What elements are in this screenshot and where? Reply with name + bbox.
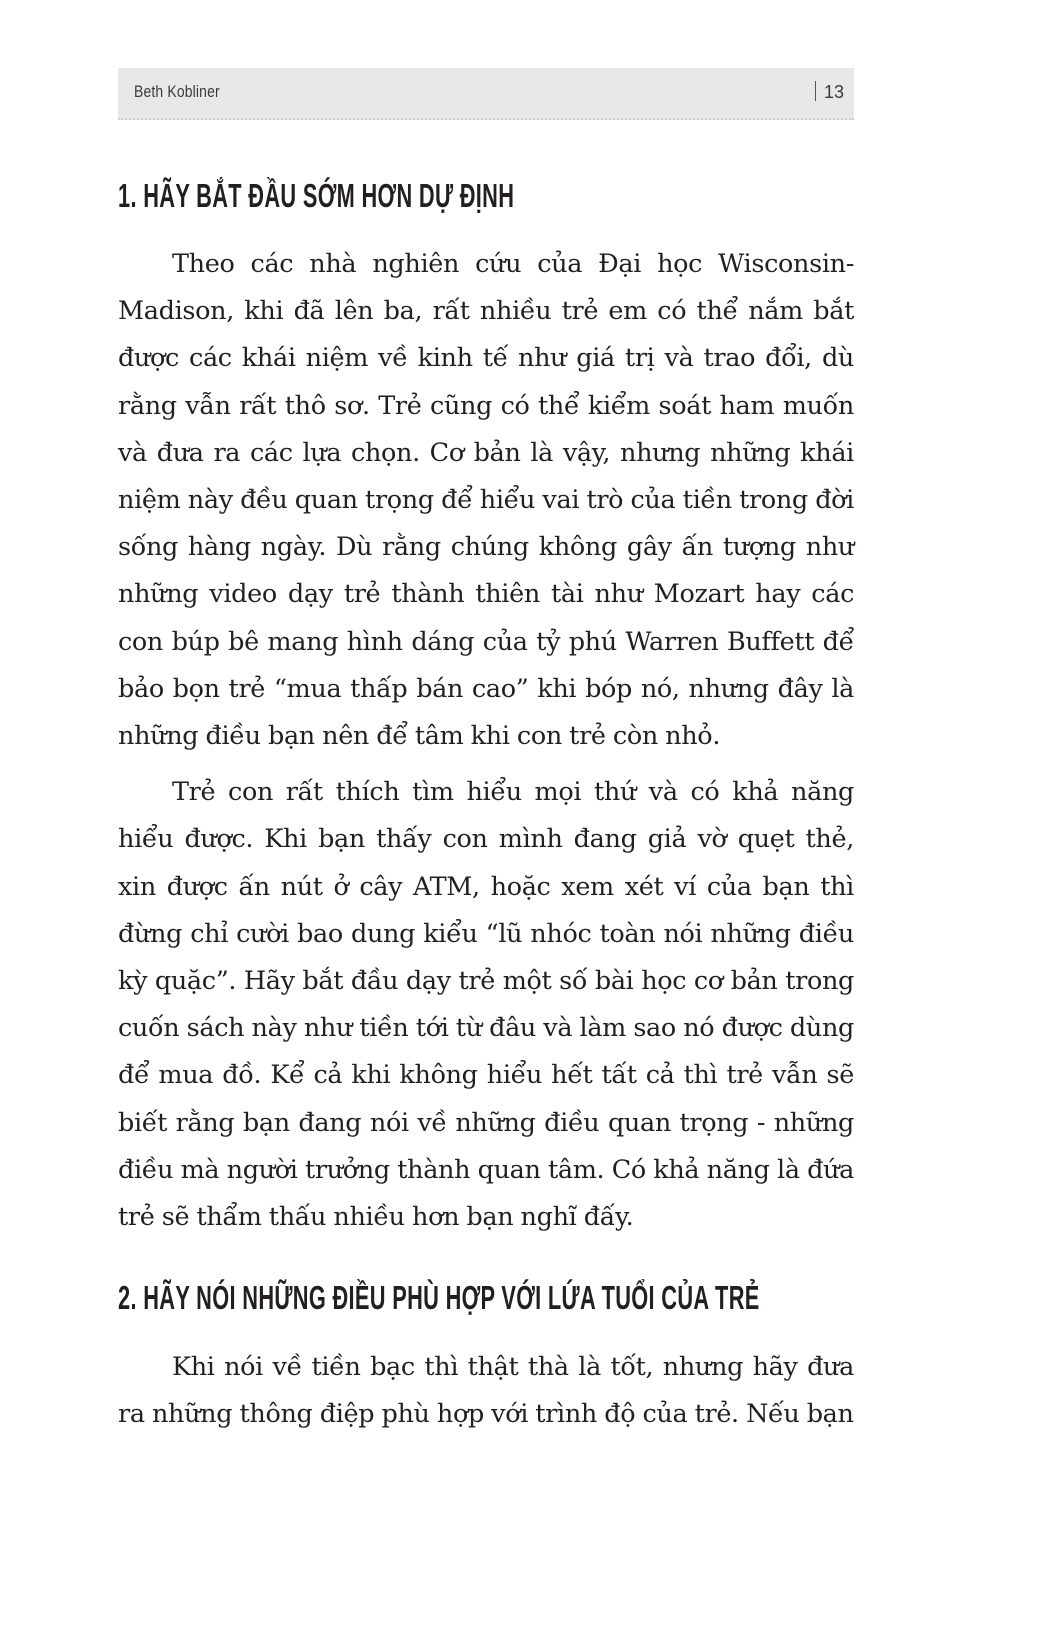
- running-header: [118, 68, 854, 120]
- section-2-paragraph-1: Khi nói về tiền bạc thì thật thà là tốt, nhưng hãy đưa ra những thông điệp phù hợp với trình độ của trẻ. Nếu bạn: [118, 1352, 854, 1430]
- section-1-paragraph-1: Theo các nhà nghiên cứu của Đại học Wisconsin-Madison, khi đã lên ba, rất nhiều trẻ em có thể nắm bắt được các khái niệm về kinh tế như giá trị và trao đổi, dù rằng vẫn rất thô sơ. Trẻ cũng có thể kiểm soát ham muốn và đưa ra các lựa chọn. Cơ bản là vậy, nhưng những khái niệm này đều quan trọng để hiểu vai trò của tiền trong đời sống hàng ngày. Dù rằng chúng không gây ấn tượng như những video dạy trẻ thành thiên tài như Mozart hay các con búp bê mang hình dáng của tỷ phú Warren Buffett để bảo bọn trẻ “mua thấp bán cao” khi bóp nó, nhưng đây là những điều bạn nên để tâm khi con trẻ còn nhỏ.: [118, 249, 854, 752]
- header-author: Beth Kobliner: [134, 82, 220, 101]
- page-body: [118, 160, 854, 1439]
- page-number-text: 13: [823, 82, 844, 102]
- section-1-heading: 1. HÃY BẮT ĐẦU SỚM HƠN DỰ ĐỊNH: [118, 177, 515, 214]
- section-2-heading: 2. HÃY NÓI NHỮNG ĐIỀU PHÙ HỢP VỚI LỨA TUỔI CỦA TRẺ: [118, 1279, 760, 1317]
- page-number: [815, 81, 844, 103]
- header-separator: [815, 81, 816, 101]
- section-1-paragraph-2: Trẻ con rất thích tìm hiểu mọi thứ và có khả năng hiểu được. Khi bạn thấy con mình đang giả vờ quẹt thẻ, xin được ấn nút ở cây ATM, hoặc xem xét ví của bạn thì đừng chỉ cười bao dung kiểu “lũ nhóc toàn nói những điều kỳ quặc”. Hãy bắt đầu dạy trẻ một số bài học cơ bản trong cuốn sách này như tiền tới từ đâu và làm sao nó được dùng để mua đồ. Kể cả khi không hiểu hết tất cả thì trẻ vẫn sẽ biết rằng bạn đang nói về những điều quan trọng - những điều mà người trưởng thành quan tâm. Có khả năng là đứa trẻ sẽ thẩm thấu nhiều hơn bạn nghĩ đấy.: [118, 777, 854, 1233]
